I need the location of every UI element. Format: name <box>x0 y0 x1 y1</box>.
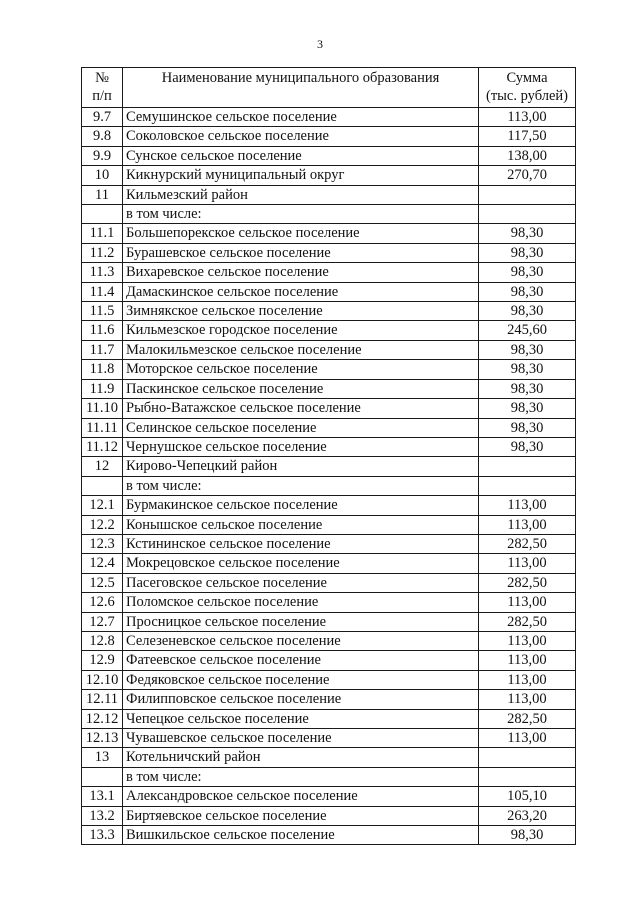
table-body <box>82 108 576 845</box>
row-number: 12.13 <box>82 729 123 748</box>
row-sum: 113,00 <box>479 496 576 515</box>
table-row <box>82 554 576 573</box>
page-number: 3 <box>317 37 323 51</box>
row-number: 12.9 <box>82 651 123 670</box>
row-name: Большепорекское сельское поселение <box>123 224 479 243</box>
row-sum: 113,00 <box>479 651 576 670</box>
table-row <box>82 302 576 321</box>
table-row <box>82 437 576 456</box>
table-row <box>82 826 576 845</box>
row-sum: 105,10 <box>479 787 576 806</box>
row-name: Конышское сельское поселение <box>123 515 479 534</box>
table-row <box>82 185 576 204</box>
row-number: 11.6 <box>82 321 123 340</box>
row-number: 12.3 <box>82 534 123 553</box>
table-row <box>82 670 576 689</box>
row-number: 9.7 <box>82 108 123 127</box>
row-sum: 113,00 <box>479 593 576 612</box>
row-sum <box>479 767 576 786</box>
row-sum <box>479 205 576 224</box>
row-number: 11.11 <box>82 418 123 437</box>
row-sum: 98,30 <box>479 282 576 301</box>
table-row <box>82 515 576 534</box>
row-sum: 113,00 <box>479 515 576 534</box>
row-name: Кстининское сельское поселение <box>123 534 479 553</box>
row-name: Филипповское сельское поселение <box>123 690 479 709</box>
row-name: в том числе: <box>123 476 479 495</box>
row-sum: 113,00 <box>479 108 576 127</box>
row-name: Рыбно-Ватажское сельское поселение <box>123 399 479 418</box>
row-sum: 113,00 <box>479 554 576 573</box>
row-number: 12.8 <box>82 631 123 650</box>
row-sum: 282,50 <box>479 709 576 728</box>
row-sum: 138,00 <box>479 146 576 165</box>
row-name: Вишкильское сельское поселение <box>123 826 479 845</box>
row-number: 12.1 <box>82 496 123 515</box>
row-sum: 98,30 <box>479 302 576 321</box>
row-name: Федяковское сельское поселение <box>123 670 479 689</box>
table-row <box>82 748 576 767</box>
header-sum-line1: Сумма <box>506 70 548 86</box>
table-row <box>82 496 576 515</box>
table-row <box>82 593 576 612</box>
row-name: Чувашевское сельское поселение <box>123 729 479 748</box>
row-number <box>82 476 123 495</box>
row-number: 12.5 <box>82 573 123 592</box>
row-number: 11.2 <box>82 243 123 262</box>
table-row <box>82 205 576 224</box>
row-sum: 282,50 <box>479 573 576 592</box>
row-number: 11.3 <box>82 263 123 282</box>
row-name: Кикнурский муниципальный округ <box>123 166 479 185</box>
row-number: 12 <box>82 457 123 476</box>
table-row <box>82 631 576 650</box>
table-row <box>82 321 576 340</box>
table-row <box>82 263 576 282</box>
row-sum: 117,50 <box>479 127 576 146</box>
allocation-table <box>81 67 576 845</box>
table-row <box>82 127 576 146</box>
table-row <box>82 243 576 262</box>
table-row <box>82 340 576 359</box>
row-name: Селезеневское сельское поселение <box>123 631 479 650</box>
row-number: 12.7 <box>82 612 123 631</box>
header-number-line2: п/п <box>92 88 112 104</box>
row-name: Семушинское сельское поселение <box>123 108 479 127</box>
row-name: Соколовское сельское поселение <box>123 127 479 146</box>
row-number: 10 <box>82 166 123 185</box>
row-name: Мокрецовское сельское поселение <box>123 554 479 573</box>
row-name: Бурашевское сельское поселение <box>123 243 479 262</box>
row-number: 12.4 <box>82 554 123 573</box>
header-row <box>82 68 576 108</box>
row-sum: 270,70 <box>479 166 576 185</box>
row-number: 12.11 <box>82 690 123 709</box>
row-sum: 245,60 <box>479 321 576 340</box>
row-sum: 98,30 <box>479 437 576 456</box>
row-number <box>82 205 123 224</box>
table-header <box>82 68 576 108</box>
row-sum: 98,30 <box>479 340 576 359</box>
row-sum <box>479 476 576 495</box>
row-name: Котельничский район <box>123 748 479 767</box>
table-row <box>82 573 576 592</box>
row-sum: 98,30 <box>479 224 576 243</box>
row-number: 12.2 <box>82 515 123 534</box>
row-sum: 98,30 <box>479 263 576 282</box>
row-number: 11.5 <box>82 302 123 321</box>
table-row <box>82 787 576 806</box>
row-number: 12.12 <box>82 709 123 728</box>
table-row <box>82 806 576 825</box>
row-number: 12.10 <box>82 670 123 689</box>
row-name: Кильмезский район <box>123 185 479 204</box>
table-row <box>82 457 576 476</box>
row-name: Биртяевское сельское поселение <box>123 806 479 825</box>
table-row <box>82 690 576 709</box>
row-number: 11.7 <box>82 340 123 359</box>
row-number: 13 <box>82 748 123 767</box>
table-row <box>82 379 576 398</box>
row-name: Чернушское сельское поселение <box>123 437 479 456</box>
row-name: Александровское сельское поселение <box>123 787 479 806</box>
row-name: в том числе: <box>123 205 479 224</box>
row-name: Сунское сельское поселение <box>123 146 479 165</box>
row-number: 11.1 <box>82 224 123 243</box>
row-name: Селинское сельское поселение <box>123 418 479 437</box>
row-name: Поломское сельское поселение <box>123 593 479 612</box>
table-row <box>82 360 576 379</box>
table-row <box>82 651 576 670</box>
row-number: 11 <box>82 185 123 204</box>
header-number-line1: № <box>95 70 109 86</box>
table-row <box>82 146 576 165</box>
row-sum: 113,00 <box>479 631 576 650</box>
header-sum <box>479 68 576 108</box>
row-name: Малокильмезское сельское поселение <box>123 340 479 359</box>
row-sum: 98,30 <box>479 826 576 845</box>
row-name: Чепецкое сельское поселение <box>123 709 479 728</box>
table-row <box>82 709 576 728</box>
row-name: Паскинское сельское поселение <box>123 379 479 398</box>
table-row <box>82 224 576 243</box>
table-row <box>82 534 576 553</box>
row-number: 11.12 <box>82 437 123 456</box>
table-row <box>82 399 576 418</box>
row-name: Пасеговское сельское поселение <box>123 573 479 592</box>
row-number: 13.2 <box>82 806 123 825</box>
row-sum: 282,50 <box>479 534 576 553</box>
row-sum: 98,30 <box>479 243 576 262</box>
row-sum: 98,30 <box>479 418 576 437</box>
table-row <box>82 418 576 437</box>
row-sum: 282,50 <box>479 612 576 631</box>
row-name: Моторское сельское поселение <box>123 360 479 379</box>
header-sum-line2: (тыс. рублей) <box>486 88 568 104</box>
table-row <box>82 729 576 748</box>
row-sum <box>479 185 576 204</box>
row-number: 9.8 <box>82 127 123 146</box>
row-sum: 98,30 <box>479 379 576 398</box>
row-name: в том числе: <box>123 767 479 786</box>
row-number: 11.4 <box>82 282 123 301</box>
row-sum: 263,20 <box>479 806 576 825</box>
row-number: 9.9 <box>82 146 123 165</box>
row-number: 13.3 <box>82 826 123 845</box>
table-row <box>82 166 576 185</box>
table-row <box>82 767 576 786</box>
table-row <box>82 612 576 631</box>
table-row <box>82 476 576 495</box>
table-row <box>82 282 576 301</box>
row-sum: 98,30 <box>479 360 576 379</box>
row-name: Бурмакинское сельское поселение <box>123 496 479 515</box>
row-name: Дамаскинское сельское поселение <box>123 282 479 301</box>
row-number: 11.8 <box>82 360 123 379</box>
row-sum: 113,00 <box>479 670 576 689</box>
row-number <box>82 767 123 786</box>
row-sum: 113,00 <box>479 729 576 748</box>
row-number: 12.6 <box>82 593 123 612</box>
row-name: Фатеевское сельское поселение <box>123 651 479 670</box>
row-number: 11.9 <box>82 379 123 398</box>
row-number: 13.1 <box>82 787 123 806</box>
row-number: 11.10 <box>82 399 123 418</box>
row-sum: 98,30 <box>479 399 576 418</box>
table-row <box>82 108 576 127</box>
row-sum <box>479 748 576 767</box>
row-name: Кильмезское городское поселение <box>123 321 479 340</box>
row-name: Вихаревское сельское поселение <box>123 263 479 282</box>
row-name: Зимнякское сельское поселение <box>123 302 479 321</box>
header-name: Наименование муниципального образования <box>123 68 479 108</box>
row-sum: 113,00 <box>479 690 576 709</box>
row-name: Просницкое сельское поселение <box>123 612 479 631</box>
row-name: Кирово-Чепецкий район <box>123 457 479 476</box>
header-number <box>82 68 123 108</box>
row-sum <box>479 457 576 476</box>
